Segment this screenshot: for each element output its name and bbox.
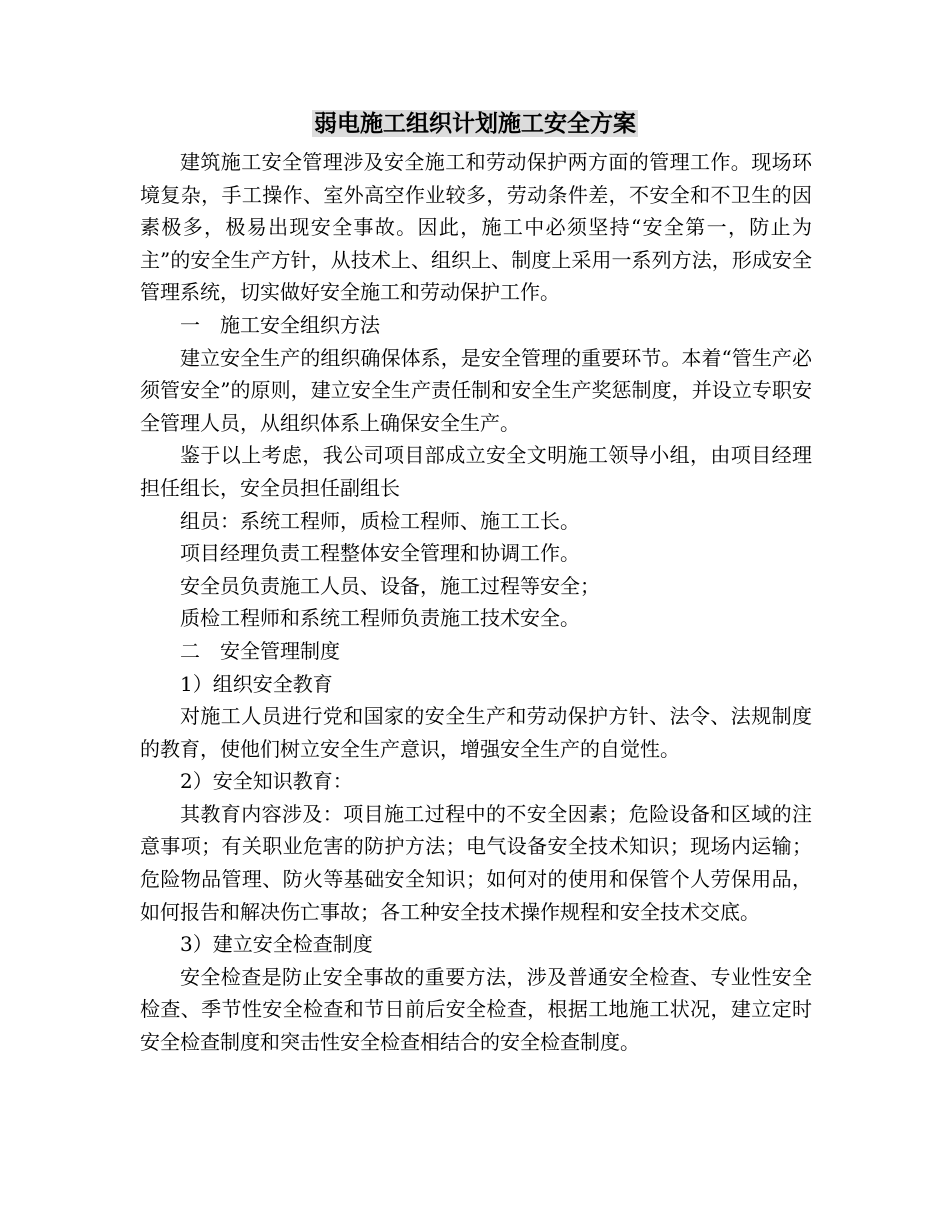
paragraph: 组员：系统工程师，质检工程师、施工工长。 — [180, 508, 580, 533]
paragraph: 质检工程师和系统工程师负责施工技术安全。 — [180, 606, 580, 631]
subheading: 2）安全知识教育： — [180, 769, 353, 794]
subheading: 3）建立安全检查制度 — [180, 932, 373, 957]
paragraph: 对施工人员进行党和国家的安全生产和劳动保护方针、法令、法规制度的教育，使他们树立安全生产意识，增强安全生产的自觉性。 — [140, 704, 812, 761]
page-title-text: 弱电施工组织计划施工安全方案 — [314, 110, 636, 137]
paragraph: 其教育内容涉及：项目施工过程中的不安全因素；危险设备和区域的注意事项；有关职业危害的防护方法；电气设备安全技术知识；现场内运输；危险物品管理、防火等基础安全知识；如何对的使用和保管个人劳保用品，如何报告和解决伤亡事故；各工种安全技术操作规程和安全技术交底。 — [140, 801, 812, 924]
paragraph: 安全员负责施工人员、设备，施工过程等安全； — [180, 573, 600, 598]
document-body — [140, 146, 812, 1059]
paragraph: 项目经理负责工程整体安全管理和协调工作。 — [180, 541, 580, 566]
paragraph: 建立安全生产的组织确保体系，是安全管理的重要环节。本着“管生产必须管安全”的原则，建立安全生产责任制和安全生产奖惩制度，并设立专职安全管理人员，从组织体系上确保安全生产。 — [140, 345, 812, 435]
page-title — [0, 108, 950, 140]
paragraph: 安全检查是防止安全事故的重要方法，涉及普通安全检查、专业性安全检查、季节性安全检查和节日前后安全检查，根据工地施工状况，建立定时安全检查制度和突击性安全检查相结合的安全检查制度。 — [140, 964, 812, 1055]
section-heading-1: 一 施工安全组织方法 — [180, 312, 380, 337]
paragraph: 鉴于以上考虑，我公司项目部成立安全文明施工领导小组，由项目经理担任组长，安全员担任副组长 — [140, 443, 812, 500]
section-heading-2: 二 安全管理制度 — [180, 638, 340, 663]
paragraph-intro: 建筑施工安全管理涉及安全施工和劳动保护两方面的管理工作。现场环境复杂，手工操作、室外高空作业较多，劳动条件差，不安全和不卫生的因素极多，极易出现安全事故。因此，施工中必须坚持“安全第一，防止为主”的安全生产方针，从技术上、组织上、制度上采用一系列方法，形成安全管理系统，切实做好安全施工和劳动保护工作。 — [140, 150, 812, 305]
subheading: 1）组织安全教育 — [180, 671, 333, 696]
